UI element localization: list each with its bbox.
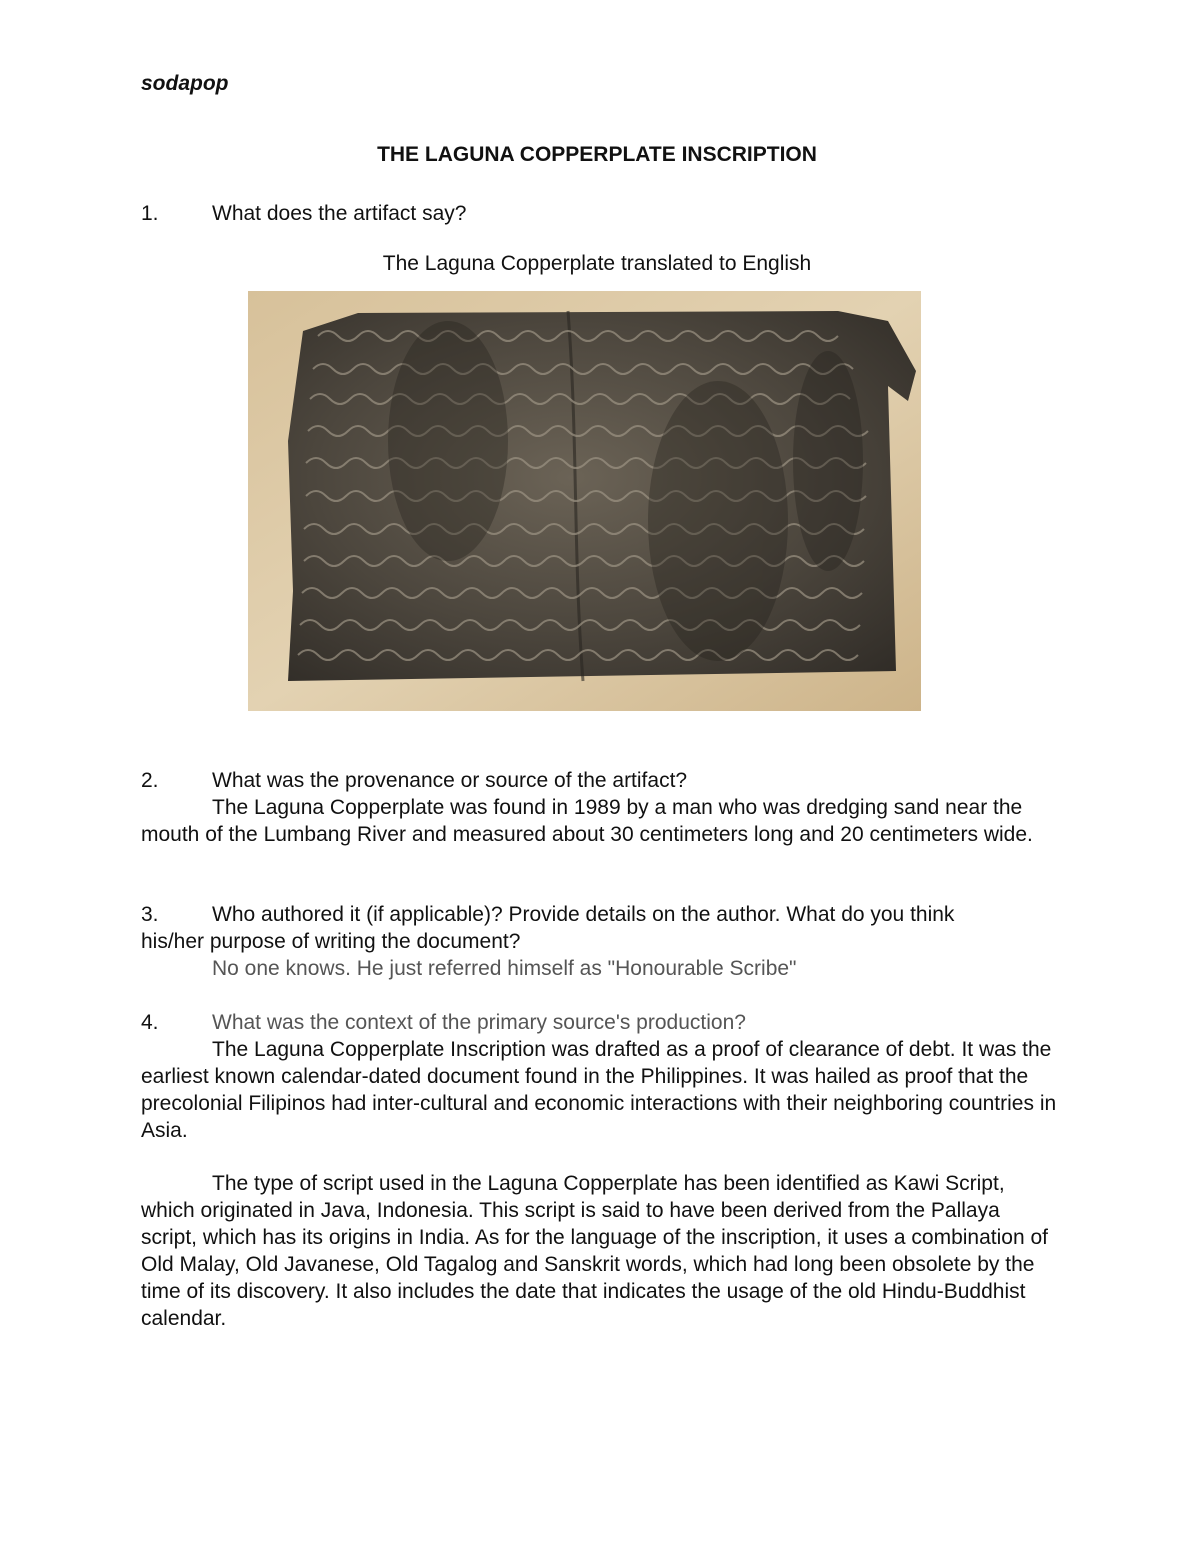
brand-name: sodapop [141, 72, 229, 95]
answer-4-text: The Laguna Copperplate Inscription was drafted as a proof of clearance of debt. It was the earliest known calendar-dated document found in the Philippines. It was hailed as proof that the precolonial Filipinos had inter-cultural and economic interactions with their neighboring countries in Asia. [141, 1038, 1057, 1142]
question-4-text: What was the context of the primary source's production? [212, 1011, 746, 1034]
question-1-text: What does the artifact say? [212, 202, 467, 225]
question-3-text-line2: his/her purpose of writing the document? [141, 930, 521, 953]
script-paragraph-text: The type of script used in the Laguna Copperplate has been identified as Kawi Script, which originated in Java, Indonesia. This script is said to have been derived from the Pallaya script, which has its origins in India. As for the language of the inscription, it uses a combination of Old Malay, Old Javanese, Old Tagalog and Sanskrit words, which had long been obsolete by the time of its discovery. It also includes the date that indicates the usage of the old Hindu-Buddhist calendar. [141, 1172, 1048, 1330]
script-paragraph [141, 1170, 1061, 1332]
question-1-number: 1. [141, 202, 159, 225]
image-caption: The Laguna Copperplate translated to English [382, 252, 812, 275]
copperplate-photo [248, 291, 921, 711]
answer-2-paragraph [141, 794, 1061, 848]
answer-4-paragraph [141, 1036, 1061, 1144]
answer-2-text: The Laguna Copperplate was found in 1989 by a man who was dredging sand near the mouth of the Lumbang River and measured about 30 centimeters long and 20 centimeters wide. [141, 796, 1033, 846]
answer-3-text: No one knows. He just referred himself as "Honourable Scribe" [212, 957, 797, 980]
question-3-number: 3. [141, 903, 159, 926]
question-4-number: 4. [141, 1011, 159, 1034]
question-3-text-line1: Who authored it (if applicable)? Provide details on the author. What do you think [212, 903, 955, 926]
document-title: THE LAGUNA COPPERPLATE INSCRIPTION [377, 143, 817, 166]
question-2-number: 2. [141, 769, 159, 792]
question-2-text: What was the provenance or source of the artifact? [212, 769, 688, 792]
